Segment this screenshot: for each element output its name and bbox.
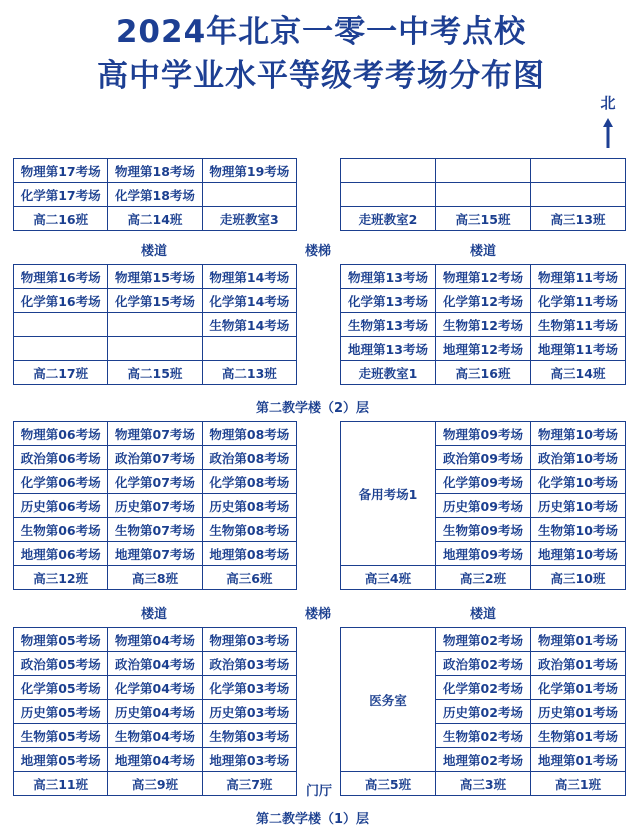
room-cell: 物理第19考场 xyxy=(202,159,296,183)
room-cell: 化学第16考场 xyxy=(14,289,108,313)
room-cell: 地理第07考场 xyxy=(108,542,202,566)
room-cell xyxy=(108,313,202,337)
room-cell: 化学第17考场 xyxy=(14,183,108,207)
room-cell: 高三8班 xyxy=(108,566,202,590)
room-cell xyxy=(436,183,531,207)
table-row xyxy=(341,566,626,590)
room-cell: 历史第04考场 xyxy=(108,700,202,724)
room-cell: 生物第13考场 xyxy=(341,313,436,337)
room-cell: 物理第01考场 xyxy=(531,628,626,652)
room-cell: 生物第12考场 xyxy=(436,313,531,337)
table-row xyxy=(14,289,297,313)
room-cell: 高三14班 xyxy=(531,361,626,385)
room-cell: 高三15班 xyxy=(436,207,531,231)
corridor-label: 楼道 xyxy=(470,244,497,259)
room-block-third-right xyxy=(340,421,626,590)
room-cell: 历史第06考场 xyxy=(14,494,108,518)
room-cell: 生物第01考场 xyxy=(531,724,626,748)
room-cell: 政治第02考场 xyxy=(436,652,531,676)
table-row xyxy=(14,518,297,542)
table-row xyxy=(341,183,626,207)
table-row xyxy=(341,422,626,446)
table-row xyxy=(14,566,297,590)
page-title-line1: 2024年北京一零一中考点校 xyxy=(115,14,527,50)
north-label: 北 xyxy=(600,94,616,112)
table-row xyxy=(14,676,297,700)
room-cell: 政治第01考场 xyxy=(531,652,626,676)
room-cell: 物理第04考场 xyxy=(108,628,202,652)
room-cell xyxy=(202,183,296,207)
room-cell: 地理第12考场 xyxy=(436,337,531,361)
table-row xyxy=(14,265,297,289)
room-cell: 地理第01考场 xyxy=(531,748,626,772)
table-row xyxy=(14,772,297,796)
room-cell: 高三16班 xyxy=(436,361,531,385)
floor-label-1: 第二教学楼（1）层 xyxy=(256,812,370,827)
room-block-bottom-left xyxy=(13,627,297,796)
room-cell: 物理第12考场 xyxy=(436,265,531,289)
table-row xyxy=(341,159,626,183)
room-cell: 化学第09考场 xyxy=(436,470,531,494)
room-cell: 历史第08考场 xyxy=(202,494,296,518)
room-cell: 生物第14考场 xyxy=(202,313,296,337)
room-cell: 生物第09考场 xyxy=(436,518,531,542)
room-cell xyxy=(14,337,108,361)
room-block-second-right xyxy=(340,264,626,385)
room-cell: 化学第14考场 xyxy=(202,289,296,313)
table-row xyxy=(14,313,297,337)
stairs-label: 楼梯 xyxy=(305,244,332,259)
room-cell: 高三7班 xyxy=(202,772,296,796)
room-cell: 高三5班 xyxy=(341,772,436,796)
room-cell: 高三10班 xyxy=(531,566,626,590)
page-title-line2: 高中学业水平等级考考场分布图 xyxy=(97,58,545,94)
room-block-second-left xyxy=(13,264,297,385)
room-cell: 化学第18考场 xyxy=(108,183,202,207)
room-cell: 化学第05考场 xyxy=(14,676,108,700)
room-cell: 走班教室3 xyxy=(202,207,296,231)
room-cell: 政治第04考场 xyxy=(108,652,202,676)
room-cell: 物理第02考场 xyxy=(436,628,531,652)
room-cell: 地理第04考场 xyxy=(108,748,202,772)
room-cell: 物理第06考场 xyxy=(14,422,108,446)
table-row xyxy=(341,207,626,231)
table-row xyxy=(14,652,297,676)
room-cell: 地理第02考场 xyxy=(436,748,531,772)
room-cell: 生物第08考场 xyxy=(202,518,296,542)
room-cell: 政治第06考场 xyxy=(14,446,108,470)
table-row xyxy=(14,207,297,231)
table-row xyxy=(14,361,297,385)
room-cell: 化学第10考场 xyxy=(531,470,626,494)
table-row xyxy=(341,337,626,361)
room-block-third-left xyxy=(13,421,297,590)
room-cell: 历史第03考场 xyxy=(202,700,296,724)
table-row xyxy=(14,748,297,772)
table-row xyxy=(14,183,297,207)
room-cell: 历史第07考场 xyxy=(108,494,202,518)
standby-room-cell: 备用考场1 xyxy=(341,422,436,566)
table-row xyxy=(341,628,626,652)
room-block-bottom-right xyxy=(340,627,626,796)
room-cell: 化学第03考场 xyxy=(202,676,296,700)
table-row xyxy=(14,422,297,446)
room-cell xyxy=(14,313,108,337)
room-cell: 物理第14考场 xyxy=(202,265,296,289)
corridor-label: 楼道 xyxy=(141,607,168,622)
table-row xyxy=(14,337,297,361)
table-row xyxy=(341,313,626,337)
room-cell: 高三13班 xyxy=(531,207,626,231)
room-cell: 政治第05考场 xyxy=(14,652,108,676)
room-cell: 高二16班 xyxy=(14,207,108,231)
corridor-label: 楼道 xyxy=(141,244,168,259)
room-cell: 物理第11考场 xyxy=(531,265,626,289)
room-cell: 物理第17考场 xyxy=(14,159,108,183)
room-cell xyxy=(341,183,436,207)
room-cell: 地理第13考场 xyxy=(341,337,436,361)
table-row xyxy=(14,542,297,566)
clinic-room-cell: 医务室 xyxy=(341,628,436,772)
lobby-label: 门厅 xyxy=(306,784,333,799)
room-cell xyxy=(108,337,202,361)
room-cell: 化学第07考场 xyxy=(108,470,202,494)
room-cell: 走班教室2 xyxy=(341,207,436,231)
room-cell: 化学第06考场 xyxy=(14,470,108,494)
room-cell: 高三4班 xyxy=(341,566,436,590)
room-cell: 地理第06考场 xyxy=(14,542,108,566)
room-cell: 化学第15考场 xyxy=(108,289,202,313)
room-cell: 高三1班 xyxy=(531,772,626,796)
room-cell: 地理第11考场 xyxy=(531,337,626,361)
room-cell: 高三3班 xyxy=(436,772,531,796)
room-cell: 生物第06考场 xyxy=(14,518,108,542)
room-cell: 高二13班 xyxy=(202,361,296,385)
room-cell: 物理第03考场 xyxy=(202,628,296,652)
floor-label-2: 第二教学楼（2）层 xyxy=(256,401,370,416)
room-cell: 政治第07考场 xyxy=(108,446,202,470)
room-cell: 地理第08考场 xyxy=(202,542,296,566)
room-cell: 历史第10考场 xyxy=(531,494,626,518)
room-cell: 物理第07考场 xyxy=(108,422,202,446)
room-cell: 物理第05考场 xyxy=(14,628,108,652)
room-cell: 物理第08考场 xyxy=(202,422,296,446)
table-row xyxy=(341,361,626,385)
table-row xyxy=(14,159,297,183)
room-cell: 生物第11考场 xyxy=(531,313,626,337)
room-cell: 高二15班 xyxy=(108,361,202,385)
room-cell: 化学第08考场 xyxy=(202,470,296,494)
room-cell: 地理第03考场 xyxy=(202,748,296,772)
room-cell: 地理第09考场 xyxy=(436,542,531,566)
room-cell: 化学第02考场 xyxy=(436,676,531,700)
table-row xyxy=(14,628,297,652)
north-arrow-icon xyxy=(603,118,613,148)
table-row xyxy=(14,446,297,470)
room-cell: 政治第09考场 xyxy=(436,446,531,470)
room-block-top-left xyxy=(13,158,297,231)
room-cell: 高三2班 xyxy=(436,566,531,590)
table-row xyxy=(14,724,297,748)
room-cell: 高三12班 xyxy=(14,566,108,590)
table-row xyxy=(341,772,626,796)
room-cell: 生物第05考场 xyxy=(14,724,108,748)
room-cell: 物理第18考场 xyxy=(108,159,202,183)
table-row xyxy=(341,265,626,289)
room-cell: 化学第12考场 xyxy=(436,289,531,313)
room-cell: 高三9班 xyxy=(108,772,202,796)
table-row xyxy=(341,289,626,313)
room-cell: 物理第16考场 xyxy=(14,265,108,289)
room-cell: 生物第02考场 xyxy=(436,724,531,748)
room-cell: 物理第09考场 xyxy=(436,422,531,446)
room-cell: 历史第01考场 xyxy=(531,700,626,724)
room-cell: 历史第02考场 xyxy=(436,700,531,724)
room-cell: 物理第10考场 xyxy=(531,422,626,446)
stairs-label: 楼梯 xyxy=(305,607,332,622)
room-cell: 政治第03考场 xyxy=(202,652,296,676)
corridor-label: 楼道 xyxy=(470,607,497,622)
table-row xyxy=(14,700,297,724)
room-cell: 地理第05考场 xyxy=(14,748,108,772)
room-cell: 地理第10考场 xyxy=(531,542,626,566)
table-row xyxy=(14,470,297,494)
room-cell: 高二14班 xyxy=(108,207,202,231)
room-cell: 生物第07考场 xyxy=(108,518,202,542)
room-cell xyxy=(531,183,626,207)
room-cell: 高二17班 xyxy=(14,361,108,385)
room-cell: 高三6班 xyxy=(202,566,296,590)
room-cell xyxy=(531,159,626,183)
room-cell xyxy=(436,159,531,183)
room-cell: 政治第10考场 xyxy=(531,446,626,470)
room-cell: 化学第13考场 xyxy=(341,289,436,313)
room-cell: 物理第13考场 xyxy=(341,265,436,289)
room-cell: 生物第03考场 xyxy=(202,724,296,748)
room-cell xyxy=(202,337,296,361)
room-cell: 历史第05考场 xyxy=(14,700,108,724)
room-cell: 历史第09考场 xyxy=(436,494,531,518)
room-cell: 化学第04考场 xyxy=(108,676,202,700)
room-cell: 化学第11考场 xyxy=(531,289,626,313)
table-row xyxy=(14,494,297,518)
room-cell: 化学第01考场 xyxy=(531,676,626,700)
room-cell: 生物第10考场 xyxy=(531,518,626,542)
room-cell: 物理第15考场 xyxy=(108,265,202,289)
room-cell: 生物第04考场 xyxy=(108,724,202,748)
room-cell: 走班教室1 xyxy=(341,361,436,385)
room-cell: 政治第08考场 xyxy=(202,446,296,470)
room-cell xyxy=(341,159,436,183)
room-cell: 高三11班 xyxy=(14,772,108,796)
room-block-top-right xyxy=(340,158,626,231)
